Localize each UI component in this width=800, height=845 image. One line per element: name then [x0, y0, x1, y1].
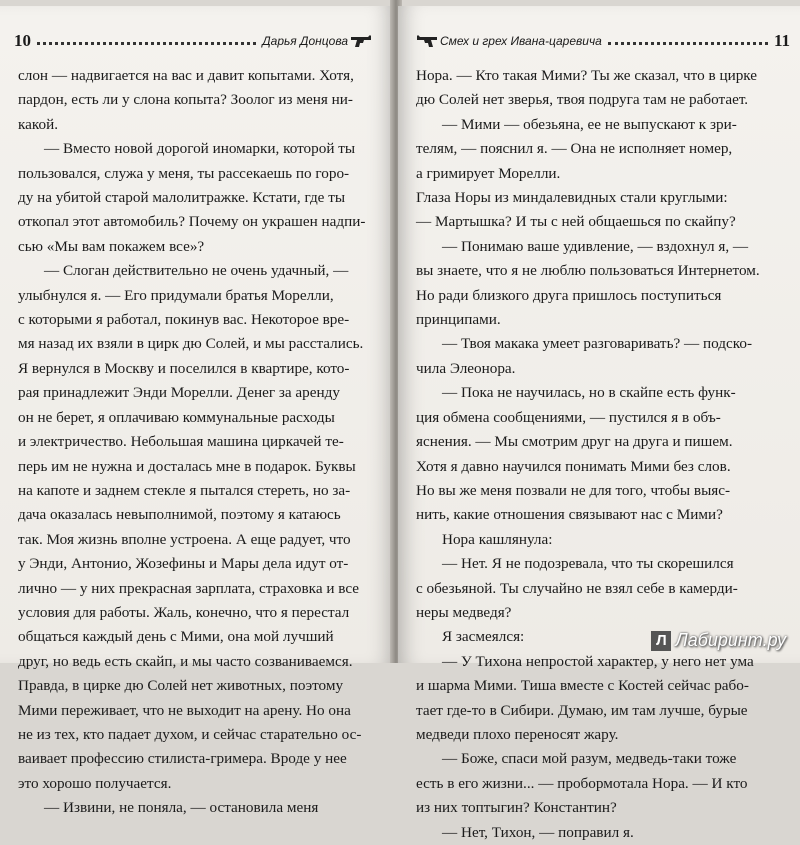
- text-line: вы знаете, что я не люблю пользоваться Интернетом.: [416, 262, 760, 280]
- text-line: ция обмена сообщениями, — пустился я в объ-: [416, 408, 721, 426]
- text-line: — Нет, Тихон, — поправил я.: [442, 823, 634, 841]
- text-line: Но ради близкого друга пришлось поступиться: [416, 286, 722, 304]
- text-line: дю Солей нет зверья, твоя подруга там не работает.: [416, 91, 749, 109]
- text-line: — Нет. Я не подозревала, что ты скорешился: [442, 555, 734, 573]
- text-line: Я вернулся в Москву и поселился в квартире, кото-: [18, 359, 350, 377]
- text-line: а гримирует Морелли.: [416, 164, 561, 182]
- page-number: 11: [773, 31, 790, 50]
- text-line: условия для работы. Жаль, конечно, что я перестал: [18, 603, 350, 621]
- text-line: пользовался, служа у меня, ты рассекаешь по горо-: [18, 164, 350, 182]
- text-line: ду на убитой старой малолитражке. Кстати, где ты: [18, 189, 346, 207]
- text-line: неры медведя?: [416, 603, 512, 621]
- text-line: общаться каждый день с Мими, она мой лучший: [18, 628, 334, 646]
- text-line: — Мартышка? И ты с ней общаешься по скайпу?: [416, 213, 736, 231]
- text-line: улыбнулся я. — Его придумали братья Морелли,: [18, 286, 334, 304]
- dotted-rule: [37, 42, 256, 45]
- text-line: перь им не нужна и досталась мне в подарок. Буквы: [18, 457, 356, 475]
- text-line: — Слоган действительно не очень удачный, —: [44, 262, 349, 280]
- text-line: Глаза Норы из миндалевидных стали круглыми:: [416, 189, 728, 207]
- running-head-author: Дарья Донцова: [262, 34, 348, 48]
- right-page-body: [416, 64, 776, 845]
- text-line: друг, но ведь есть скайп, и мы часто созваниваемся.: [18, 652, 353, 670]
- left-page: [0, 6, 394, 817]
- text-line: и шарма Мими. Тиша вместе с Костей сейчас рабо-: [416, 677, 749, 695]
- text-line: Правда, в цирке дю Солей нет животных, поэтому: [18, 677, 344, 695]
- watermark-logo: [651, 630, 786, 651]
- text-line: — Пока не научилась, но в скайпе есть функ-: [442, 384, 736, 402]
- text-line: слон — надвигается на вас и давит копытами. Хотя,: [18, 67, 354, 84]
- watermark-text: Лабиринт.ру: [675, 630, 786, 650]
- text-line: из них топтыгин? Константин?: [416, 799, 617, 817]
- text-line: не из тех, кто падает духом, и сейчас старательно ос-: [18, 725, 362, 743]
- text-line: рая принадлежит Энди Морелли. Денег за аренду: [18, 384, 340, 402]
- labirint-logo-mark: Л: [651, 631, 671, 651]
- text-line: откопал этот автомобиль? Почему он украшен надпи-: [18, 213, 366, 231]
- right-page: [398, 6, 800, 841]
- text-line: пардон, есть ли у слона копыта? Зоолог из меня ни-: [18, 91, 353, 109]
- running-head-title: Смех и грех Ивана-царевича: [440, 34, 602, 48]
- right-page-header: [414, 28, 790, 54]
- text-line: тает где-то в Сибири. Думаю, им там лучше, бурые: [416, 701, 748, 719]
- text-line: — У Тихона непростой характер, у него нет ума: [442, 652, 754, 670]
- page-number: 10: [14, 31, 31, 50]
- text-line: Хотя я давно научился понимать Мими без слов.: [416, 457, 731, 475]
- text-line: медведи плохо переносят жару.: [416, 725, 619, 743]
- text-line: какой.: [18, 115, 59, 133]
- text-line: Я засмеялся:: [442, 628, 525, 646]
- text-line: с которыми я работал, покинув вас. Некоторое вре-: [18, 311, 350, 329]
- text-line: телям, — пояснил я. — Она не исполняет номер,: [416, 140, 733, 158]
- text-line: — Мими — обезьяна, ее не выпускают к зри-: [442, 115, 737, 133]
- dotted-rule: [608, 42, 768, 45]
- text-line: чила Элеонора.: [416, 359, 516, 377]
- text-line: — Извини, не поняла, — остановила меня: [44, 799, 319, 817]
- left-page-header: [14, 28, 374, 54]
- text-line: лично — у них прекрасная зарплата, страховка и все: [18, 579, 360, 597]
- text-line: это хорошо получается.: [18, 774, 172, 792]
- text-line: так. Моя жизнь вполне устроена. А еще радует, что: [18, 530, 351, 548]
- text-line: Нора. — Кто такая Мими? Ты же сказал, что в цирке: [416, 67, 758, 84]
- text-line: есть в его жизни... — пробормотала Нора. — И кто: [416, 774, 748, 792]
- text-line: сью «Мы вам покажем все»?: [18, 237, 205, 255]
- pistol-icon: [350, 34, 372, 48]
- text-line: Мими переживает, что не выходит на арену. Но она: [18, 701, 351, 719]
- text-line: мя назад их взяли в цирк дю Солей, и мы расстались.: [18, 335, 364, 353]
- text-line: он не берет, я оплачиваю коммунальные расходы: [18, 408, 335, 426]
- text-line: нить, какие отношения связывают нас с Мими?: [416, 506, 723, 524]
- text-line: — Вместо новой дорогой иномарки, которой ты: [44, 140, 356, 158]
- text-line: дача оказалась невыполнимой, поэтому я катаюсь: [18, 506, 341, 524]
- text-line: и электричество. Небольшая машина циркачей те-: [18, 433, 344, 451]
- text-line: Нора кашлянула:: [442, 530, 553, 548]
- text-line: у Энди, Антонио, Жозефины и Мары дела идут от-: [18, 555, 349, 573]
- pistol-icon: [416, 34, 438, 48]
- left-page-body: [18, 64, 366, 821]
- text-line: Но вы же меня позвали не для того, чтобы выяс-: [416, 481, 731, 499]
- text-line: — Твоя макака умеет разговаривать? — подско-: [442, 335, 753, 353]
- text-line: — Боже, спаси мой разум, медведь-таки тоже: [442, 750, 737, 768]
- text-line: принципами.: [416, 311, 501, 329]
- text-line: ваивает профессию стилиста-гримера. Вроде у нее: [18, 750, 347, 768]
- text-line: на капоте и заднем стекле я пытался стереть, но за-: [18, 481, 351, 499]
- text-line: — Понимаю ваше удивление, — вздохнул я, —: [442, 237, 749, 255]
- text-line: яснения. — Мы смотрим друг на друга и пишем.: [416, 433, 733, 451]
- text-line: с обезьяной. Ты случайно не взял себе в камерди-: [416, 579, 738, 597]
